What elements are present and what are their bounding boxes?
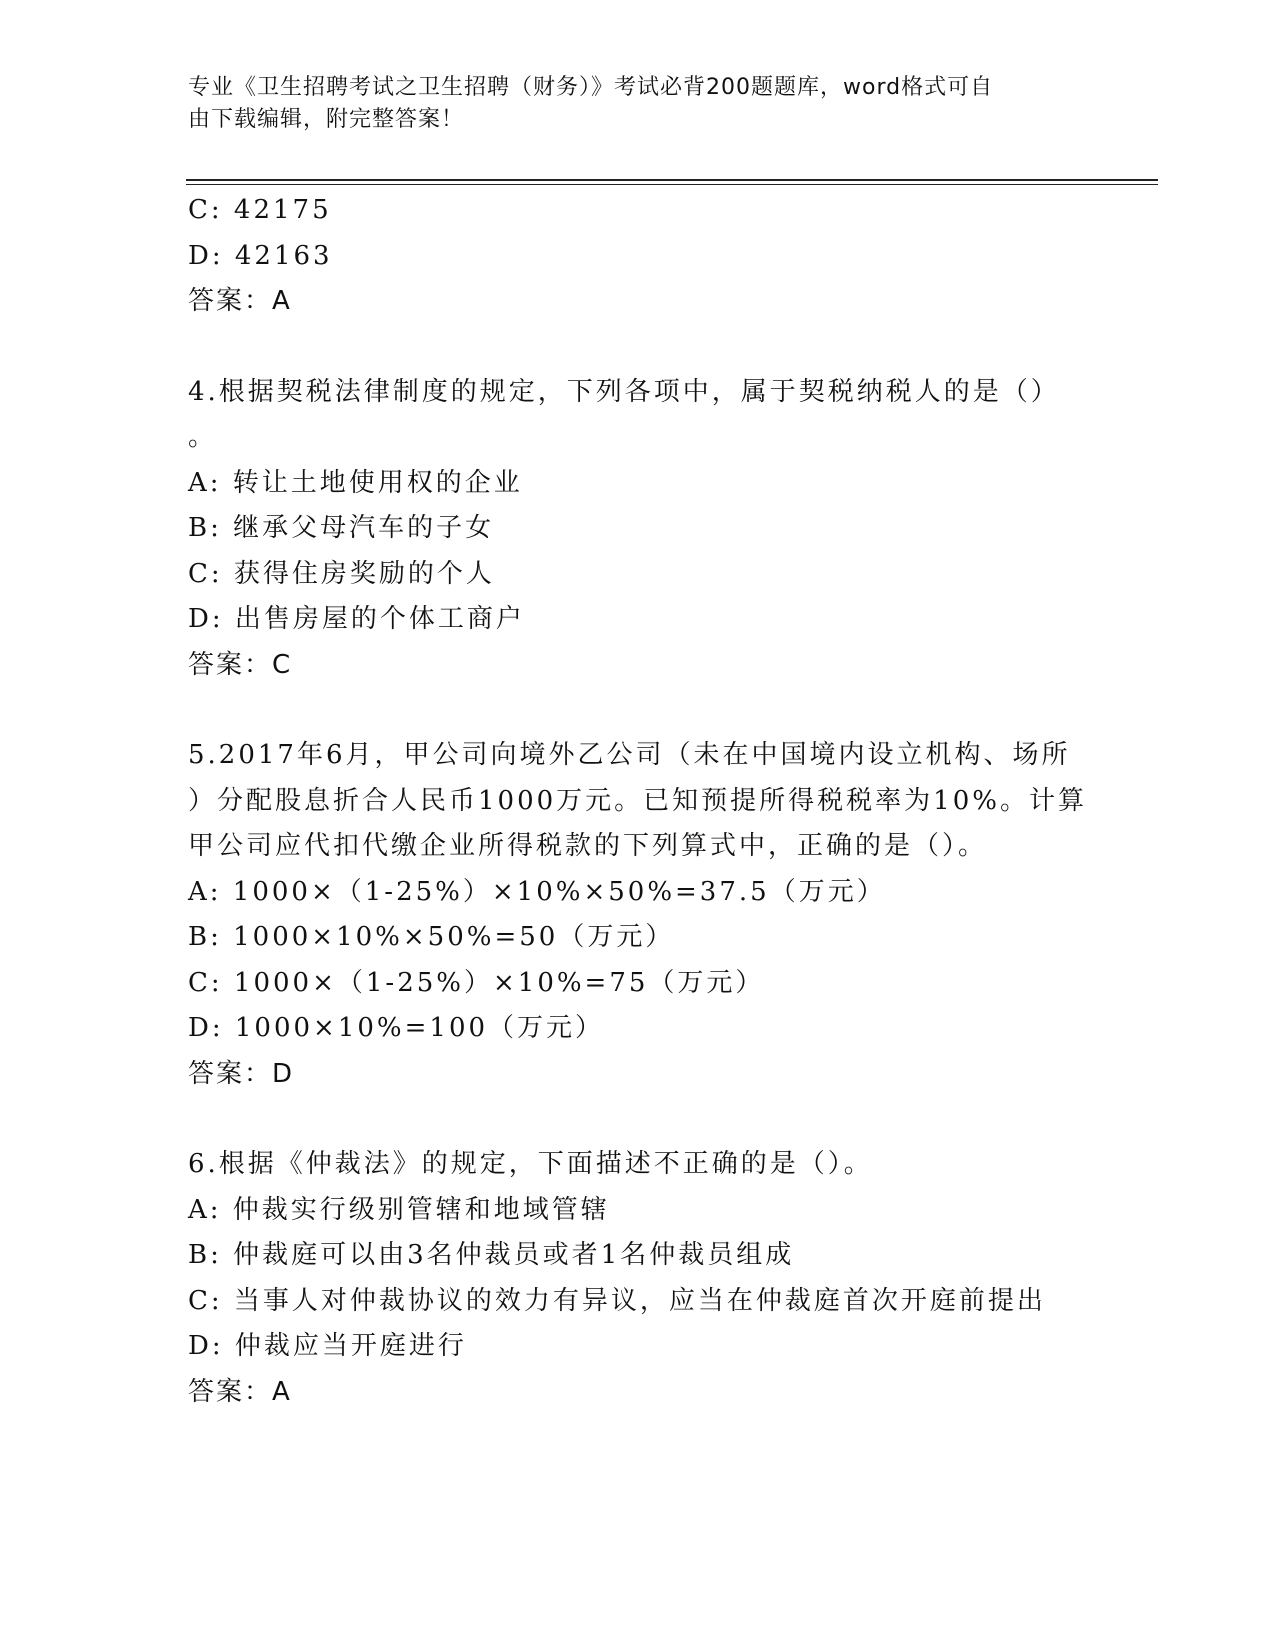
answer-line: 答案：D	[188, 1058, 295, 1089]
option-d: D: 仲裁应当开庭进行	[188, 1331, 467, 1361]
header-line-2: 由下载编辑，附完整答案！	[188, 107, 465, 132]
header-line-1: 专业《卫生招聘考试之卫生招聘（财务）》考试必背200题题库，word格式可自	[188, 75, 994, 100]
option-d: D: 42163	[188, 240, 333, 271]
option-b: B: 继承父母汽车的子女	[188, 513, 495, 543]
question-3-tail	[188, 188, 1088, 325]
answer-line: 答案：C	[188, 649, 293, 680]
question-4	[188, 370, 1088, 689]
question-stem-line: 4.根据契税法律制度的规定，下列各项中，属于契税纳税人的是（）	[188, 376, 1060, 407]
option-a: A: 转让土地使用权的企业	[188, 467, 523, 498]
option-c: C: 42175	[188, 195, 332, 225]
question-spacer	[188, 325, 1088, 370]
question-6	[188, 1142, 1088, 1415]
answer-line: 答案：A	[188, 1376, 292, 1407]
question-spacer	[188, 1097, 1088, 1142]
question-stem-line: ）分配股息折合人民币1000万元。已知预提所得税税率为10%。计算	[188, 785, 1087, 816]
question-stem-line: 。	[188, 422, 218, 452]
header-divider-thin	[186, 184, 1158, 185]
page-header	[188, 72, 1068, 136]
option-d: D: 出售房屋的个体工商户	[188, 604, 525, 634]
header-divider-thick	[186, 179, 1158, 181]
question-stem-line: 5.2017年6月，甲公司向境外乙公司（未在中国境内设立机构、场所	[188, 740, 1071, 770]
question-list	[188, 188, 1088, 1415]
answer-line: 答案：A	[188, 286, 292, 316]
question-spacer	[188, 688, 1088, 733]
option-d: D: 1000×10%=100（万元）	[188, 1013, 605, 1043]
option-a: A: 1000×（1-25%）×10%×50%=37.5（万元）	[188, 876, 886, 907]
option-b: B: 仲裁庭可以由3名仲裁员或者1名仲裁员组成	[188, 1240, 795, 1270]
question-stem-line: 甲公司应代扣代缴企业所得税款的下列算式中，正确的是（）。	[188, 831, 988, 861]
question-5	[188, 733, 1088, 1097]
option-a: A: 仲裁实行级别管辖和地域管辖	[188, 1194, 610, 1225]
option-b: B: 1000×10%×50%=50（万元）	[188, 922, 675, 952]
question-stem-line: 6.根据《仲裁法》的规定，下面描述不正确的是（）。	[188, 1149, 873, 1179]
option-c: C: 1000×（1-25%）×10%=75（万元）	[188, 967, 765, 998]
option-c: C: 获得住房奖励的个人	[188, 558, 495, 589]
option-c: C: 当事人对仲裁协议的效力有异议，应当在仲裁庭首次开庭前提出	[188, 1285, 1046, 1316]
